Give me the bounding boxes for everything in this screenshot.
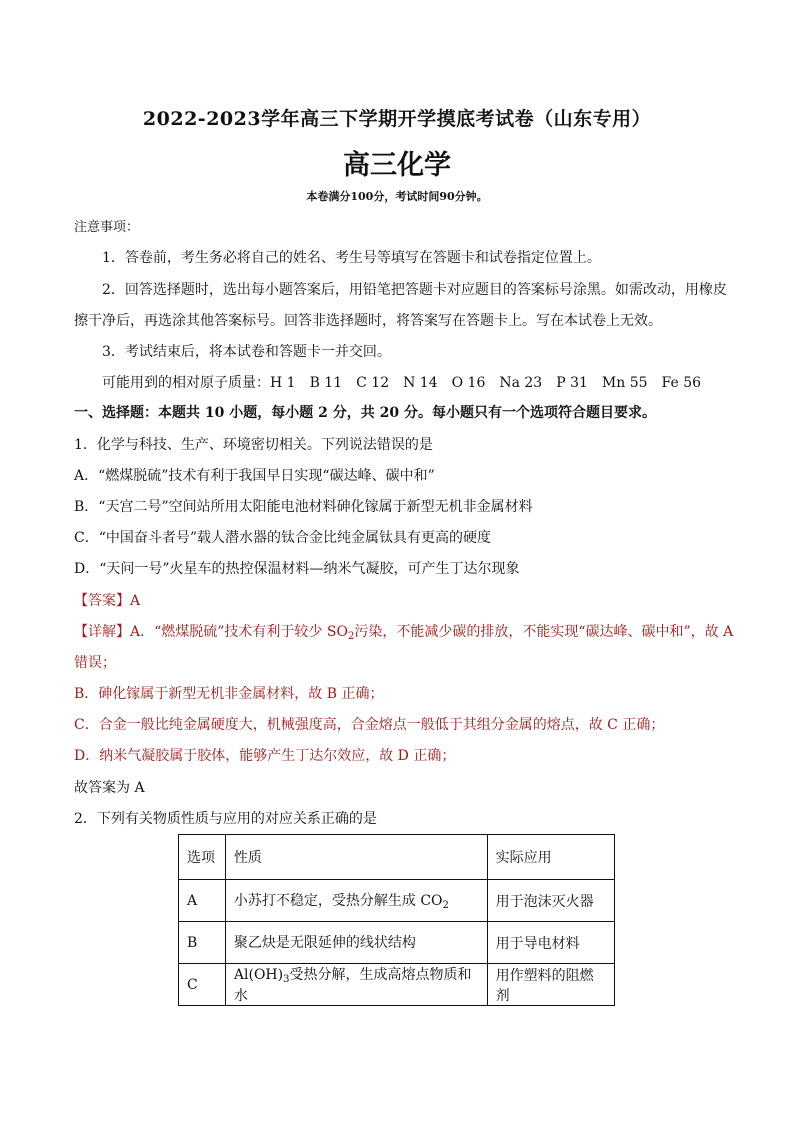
q1-stem: 1．化学与科技、生产、环境密切相关。下列说法错误的是 xyxy=(74,437,433,453)
property-text: 小苏打不稳定，受热分解生成 CO xyxy=(233,893,443,909)
table-cell-option: A xyxy=(179,880,226,922)
q1-option-b: B．“天宫二号”空间站所用太阳能电池材料砷化镓属于新型无机非金属材料 xyxy=(74,499,533,515)
table-header-cell: 性质 xyxy=(225,835,487,880)
table-header-cell: 实际应用 xyxy=(487,835,614,880)
q1-detail-a-text-end: 污染，不能减少碳的排放，不能实现“碳达峰、碳中和”，故 A xyxy=(354,624,734,640)
q1-detail-b: B．砷化镓属于新型无机非金属材料，故 B 正确； xyxy=(74,686,384,702)
notice-heading: 注意事项： xyxy=(74,220,140,235)
table-header-row xyxy=(179,835,615,880)
table-header-cell: 选项 xyxy=(179,835,226,880)
exam-meta: 本卷满分100分，考试时间90分钟。 xyxy=(306,190,488,203)
table-cell-use: 用于泡沫灭火器 xyxy=(487,880,614,922)
table-cell-property xyxy=(225,964,487,1006)
q1-detail-a-cont: 错误； xyxy=(74,655,116,671)
exam-subject: 高三化学 xyxy=(343,150,451,181)
q2-options-table xyxy=(178,834,615,1006)
q1-answer: 【答案】A xyxy=(74,593,141,609)
table-cell-option: C xyxy=(179,964,226,1006)
q1-detail-tag: 【详解】 xyxy=(74,624,130,640)
property-text-end: 受热分解，生成高熔点物质和水 xyxy=(233,967,472,1004)
table-cell-option: B xyxy=(179,922,226,964)
notice-item-2-line-1: 2．回答选择题时，选出每小题答案后，用铅笔把答题卡对应题目的答案标号涂黑。如需改动，用橡皮 xyxy=(102,282,727,298)
notice-item-3: 3．考试结束后，将本试卷和答题卡一并交回。 xyxy=(102,344,391,360)
property-subscript: 3 xyxy=(283,974,290,985)
notice-item-1: 1．答卷前，考生务必将自己的姓名、考生号等填写在答题卡和试卷指定位置上。 xyxy=(102,250,601,266)
q1-conclusion: 故答案为 A xyxy=(74,780,145,796)
table-cell-use: 用于导电材料 xyxy=(487,922,614,964)
q2-stem: 2．下列有关物质性质与应用的对应关系正确的是 xyxy=(74,811,377,827)
section-1-desc: 本题共 10 小题，每小题 2 分，共 20 分。每小题只有一个选项符合题目要求。 xyxy=(158,405,656,421)
table-cell-use: 用作塑料的阻燃剂 xyxy=(487,964,614,1006)
q1-detail-d: D．纳米气凝胶属于胶体，能够产生丁达尔效应，故 D 正确； xyxy=(74,748,456,764)
exam-title: 2022-2023学年高三下学期开学摸底考试卷（山东专用） xyxy=(142,108,652,130)
table-row xyxy=(179,922,615,964)
q1-detail-c: C．合金一般比纯金属硬度大，机械强度高，合金熔点一般低于其组分金属的熔点，故 C 正确； xyxy=(74,717,665,733)
table-cell-property xyxy=(225,880,487,922)
property-text: 聚乙炔是无限延伸的线状结构 xyxy=(233,935,416,951)
q1-detail-a xyxy=(74,622,734,647)
q1-option-a: A．“燃煤脱硫”技术有利于我国早日实现“碳达峰、碳中和” xyxy=(74,468,435,484)
q1-option-c: C．“中国奋斗者号”载人潜水器的钛合金比纯金属钛具有更高的硬度 xyxy=(74,530,492,546)
atomic-masses: 可能用到的相对原子质量：H 1 B 11 C 12 N 14 O 16 Na 23 P 31 Mn 55 Fe 56 xyxy=(102,375,702,391)
section-1-label: 一、选择题： xyxy=(74,405,158,421)
table-cell-property xyxy=(225,922,487,964)
q1-option-d: D．“天问一号”火星车的热控保温材料—纳米气凝胶，可产生丁达尔现象 xyxy=(74,561,520,577)
table-row xyxy=(179,880,615,922)
q1-detail-a-text: A．“燃煤脱硫”技术有利于较少 SO xyxy=(130,624,348,640)
property-subscript: 2 xyxy=(442,900,449,911)
so2-subscript: 2 xyxy=(347,631,355,642)
table-row xyxy=(179,964,615,1006)
section-1-heading xyxy=(74,403,724,423)
property-text: Al(OH) xyxy=(233,967,284,983)
notice-item-2-line-2: 擦干净后，再选涂其他答案标号。回答非选择题时，将答案写在答题卡上。写在本试卷上无效。 xyxy=(74,313,662,329)
